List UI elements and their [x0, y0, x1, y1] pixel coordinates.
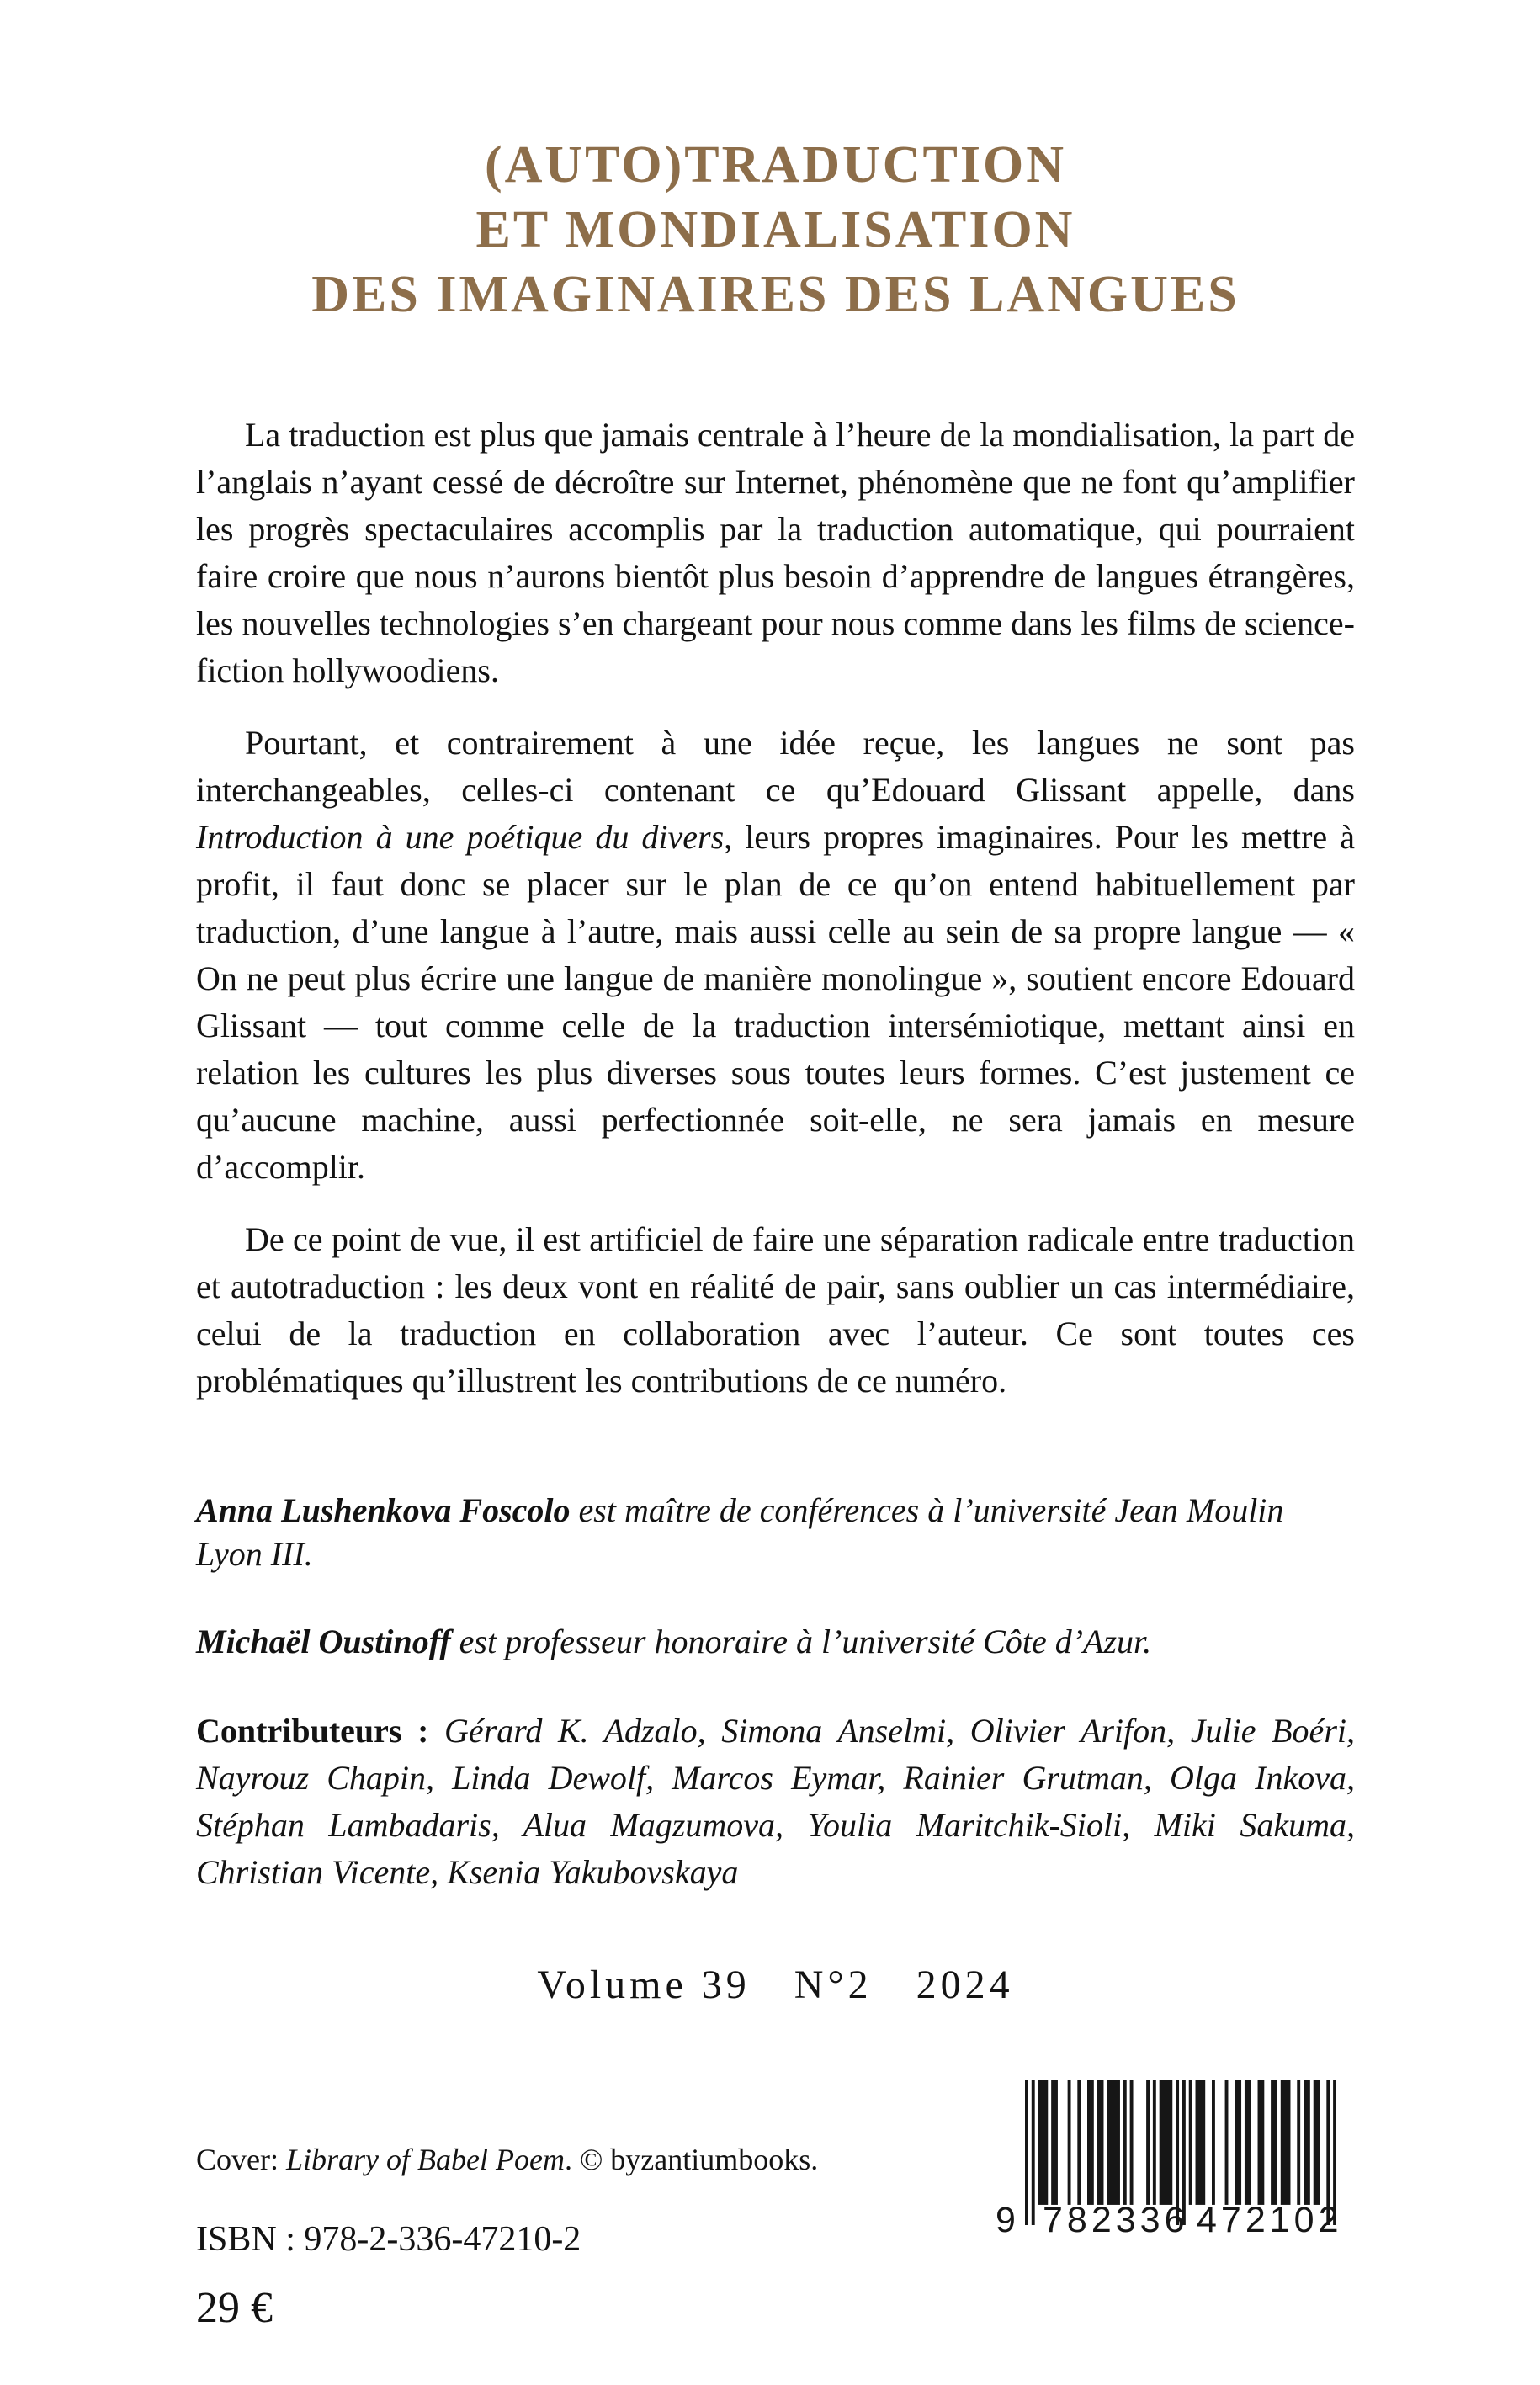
- cover-credit-label: Cover:: [196, 2143, 286, 2176]
- issue-line: [196, 1962, 1355, 2008]
- issue-number: N°2: [794, 1963, 873, 2007]
- barcode-digits-right: 472102: [1197, 2200, 1343, 2240]
- editor-role-1: est maître de conférences à l’université Jean Moulin Lyon III.: [196, 1491, 1284, 1573]
- barcode-digits-left: 782336: [1043, 2200, 1189, 2240]
- contributors-list: [196, 1708, 1355, 1896]
- price-label: 29 €: [196, 2284, 273, 2332]
- cover-artwork-title: Library of Babel Poem: [285, 2143, 565, 2176]
- paragraph-2-text: Pourtant, et contrairement à une idée reçue, les langues ne sont pas interchangeables, celles-ci contenant ce qu’Edouard Glissant appelle, dans: [196, 724, 1355, 809]
- blurb-paragraph-2: [196, 720, 1355, 1191]
- ean13-barcode: [996, 2080, 1366, 2257]
- title-line-3: DES IMAGINAIRES DES LANGUES: [311, 266, 1240, 323]
- issue-year: 2024: [916, 1963, 1014, 2007]
- editor-bio-2: [196, 1620, 1355, 1664]
- isbn-line: ISBN : 978-2-336-47210-2: [196, 2220, 581, 2259]
- cited-work-title: Introduction à une poétique du divers: [196, 818, 725, 856]
- editor-name-2: Michaël Oustinoff: [196, 1623, 451, 1660]
- blurb-paragraph-3: De ce point de vue, il est artificiel de faire une séparation radicale entre traduction et autotraduction : les deux vont en réalité de pair, sans oublier un cas intermédiaire, celui de la traduction en collaboration avec l’auteur. Ce sont toutes ces problématiques qu’illustrent les contributions de ce numéro.: [196, 1220, 1355, 1400]
- blurb: [196, 412, 1355, 1405]
- title-line-1: (AUTO)TRADUCTION: [484, 136, 1066, 194]
- editor-bios: [196, 1489, 1355, 1896]
- blurb-paragraph-1: La traduction est plus que jamais centrale à l’heure de la mondialisation, la part de l’anglais n’ayant cessé de décroître sur Internet, phénomène que ne font qu’amplifier les progrès spectaculaires accomplis par la traduction automatique, qui pourraient faire croire que nous n’aurons bientôt plus besoin d’apprendre de langues étrangères, les nouvelles technologies s’en chargeant pour nous comme dans les films de science-fiction hollywoodiens.: [196, 416, 1355, 689]
- paragraph-2-text-cont: , leurs propres imaginaires. Pour les mettre à profit, il faut donc se placer sur le plan de ce qu’on entend habituellement par traduction, d’une langue à l’autre, mais aussi celle au sein de sa propre langue — « On ne peut plus écrire une langue de manière monolingue », soutient encore Edouard Glissant — tout comme celle de la traduction intersémiotique, mettant ainsi en relation les cultures les plus diverses sous toutes leurs formes. C’est justement ce qu’aucune machine, aussi perfectionnée soit-elle, ne sera jamais en mesure d’accomplir.: [196, 818, 1355, 1186]
- editor-bio-1: [196, 1489, 1355, 1576]
- book-title: [196, 133, 1355, 327]
- text-column: [196, 0, 1355, 2333]
- contributors-names: Gérard K. Adzalo, Simona Anselmi, Olivier Arifon, Julie Boéri, Nayrouz Chapin, Linda Dewolf, Marcos Eymar, Rainier Grutman, Olga Inkova, Stéphan Lambadaris, Alua Magzumova, Youlia Maritchik-Sioli, Miki Sakuma, Christian Vicente, Ksenia Yakubovskaya: [196, 1712, 1355, 1891]
- barcode-digit-first: 9: [996, 2200, 1016, 2240]
- editor-role-2: est professeur honoraire à l’université Côte d’Azur.: [450, 1623, 1152, 1660]
- contributors-label: Contributeurs :: [196, 1712, 429, 1750]
- issue-volume: Volume 39: [537, 1963, 751, 2007]
- cover-credit-rest: . © byzantiumbooks.: [564, 2143, 819, 2176]
- title-line-2: ET MONDIALISATION: [475, 201, 1075, 258]
- editor-name-1: Anna Lushenkova Foscolo: [196, 1491, 571, 1529]
